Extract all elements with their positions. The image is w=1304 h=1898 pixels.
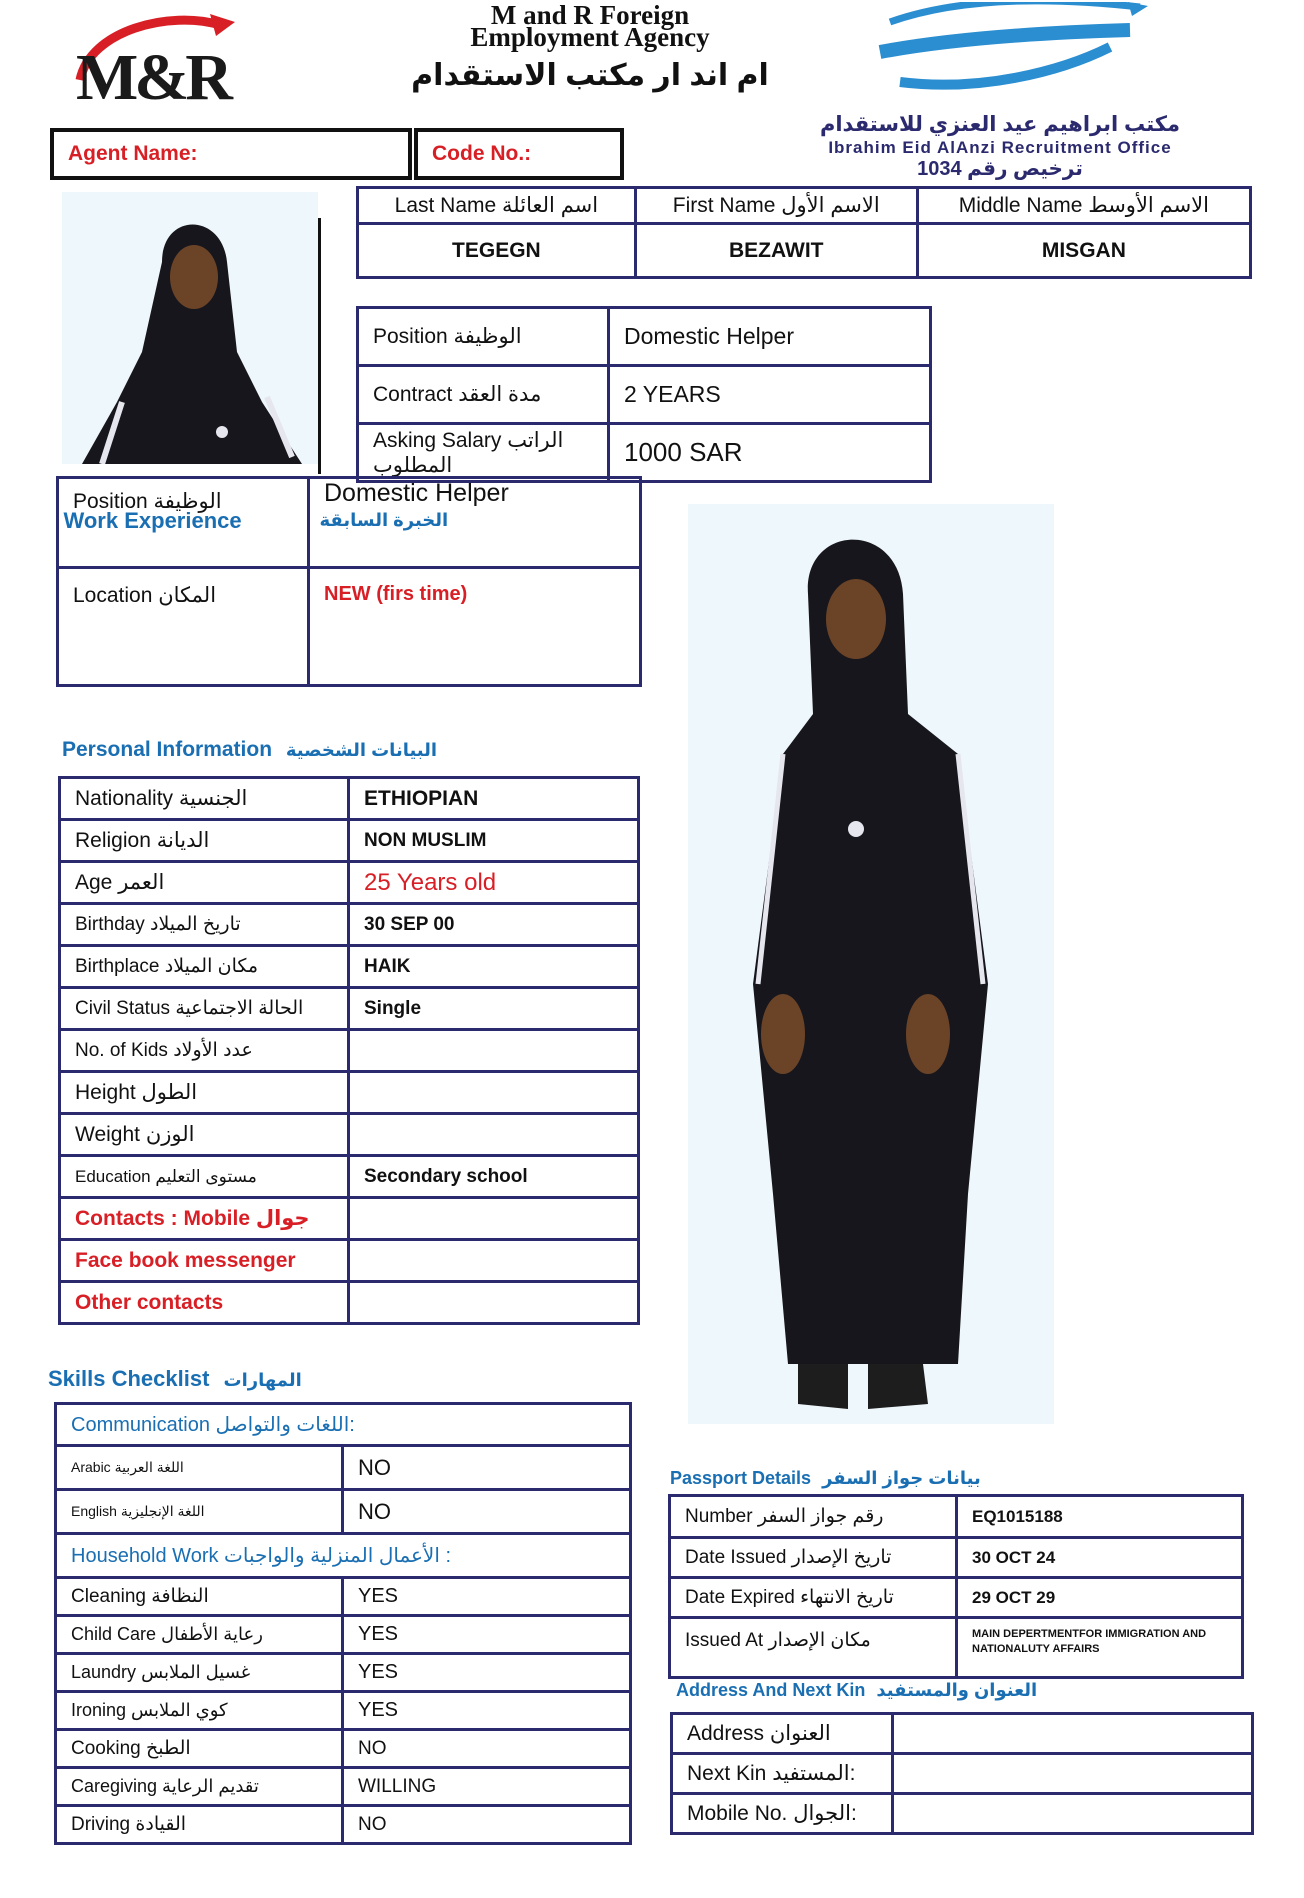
address-label: Address العنوان	[672, 1714, 893, 1754]
table-row	[60, 1072, 639, 1114]
skill-label: Cleaning النظافة	[56, 1578, 343, 1616]
passport-value: 30 OCT 24	[957, 1538, 1243, 1578]
candidate-photo-full	[688, 504, 1054, 1424]
personal-value	[349, 1282, 639, 1324]
kin-mobile-value	[893, 1794, 1253, 1834]
middle-name-value: MISGAN	[917, 224, 1250, 278]
table-row	[60, 1156, 639, 1198]
personal-label: Birthday تاريخ الميلاد	[60, 904, 349, 946]
agent-name-label: Agent Name:	[68, 142, 198, 165]
personal-value	[349, 1072, 639, 1114]
office-logo	[870, 2, 1150, 102]
address-value	[893, 1714, 1253, 1754]
passport-value: 29 OCT 29	[957, 1578, 1243, 1618]
personal-value: Single	[349, 988, 639, 1030]
photo-divider	[318, 218, 321, 474]
passport-title-ar: بيانات جواز السفر	[822, 1468, 981, 1488]
skill-label: Caregiving تقديم الرعاية	[56, 1768, 343, 1806]
personal-label: Civil Status الحالة الاجتماعية	[60, 988, 349, 1030]
middle-name-label: Middle Name الاسم الأوسط	[917, 188, 1250, 224]
personal-label: Religion الديانة	[60, 820, 349, 862]
office-name-ar: مكتب ابراهيم عيد العنزي للاستقدام	[819, 113, 1181, 136]
table-row	[60, 1030, 639, 1072]
skill-label: Ironing كوي الملابس	[56, 1692, 343, 1730]
address-title-ar: العنوان والمستفيد	[876, 1680, 1038, 1700]
table-row	[672, 1714, 1253, 1754]
personal-value: HAIK	[349, 946, 639, 988]
work-experience-title: Work Experience	[63, 507, 242, 533]
table-row	[56, 1578, 631, 1616]
personal-label: Height الطول	[60, 1072, 349, 1114]
household-label: Household Work الأعمال المنزلية والواجبات :	[56, 1534, 631, 1578]
passport-label: Number رقم جواز السفر	[670, 1496, 957, 1538]
table-row	[670, 1578, 1243, 1618]
skill-label: Laundry غسيل الملابس	[56, 1654, 343, 1692]
table-row	[60, 862, 639, 904]
table-row	[60, 946, 639, 988]
next-kin-value	[893, 1754, 1253, 1794]
first-name-value: BEZAWIT	[635, 224, 917, 278]
personal-value: 25 Years old	[349, 862, 639, 904]
position-value: Domestic Helper	[609, 308, 931, 366]
first-name-label: First Name الاسم الأول	[635, 188, 917, 224]
communication-label: Communication اللغات والتواصل:	[56, 1404, 631, 1446]
table-row	[56, 1616, 631, 1654]
personal-value: 30 SEP 00	[349, 904, 639, 946]
office-name-en: Ibrahim Eid AlAnzi Recruitment Office	[828, 138, 1172, 157]
table-row	[56, 1730, 631, 1768]
candidate-photo-small	[62, 192, 318, 464]
address-title-en: Address And Next Kin	[676, 1680, 866, 1700]
personal-value	[349, 1198, 639, 1240]
skill-value: YES	[343, 1654, 631, 1692]
skill-label: Child Care رعاية الأطفال	[56, 1616, 343, 1654]
address-title	[676, 1680, 1037, 1701]
contract-value: 2 YEARS	[609, 366, 931, 424]
skills-title-en: Skills Checklist	[48, 1366, 210, 1391]
personal-value: ETHIOPIAN	[349, 778, 639, 820]
agency-name-en-line2: Employment Agency	[470, 22, 710, 52]
skill-value: NO	[343, 1730, 631, 1768]
passport-table	[668, 1494, 1244, 1679]
code-no-box	[414, 128, 624, 180]
next-kin-label: Next Kin المستفيد:	[672, 1754, 893, 1794]
table-row	[60, 904, 639, 946]
skill-value: NO	[343, 1490, 631, 1534]
skill-label: Driving القيادة	[56, 1806, 343, 1844]
last-name-label: Last Name اسم العائلة	[358, 188, 636, 224]
table-row	[670, 1618, 1243, 1678]
personal-label: Birthplace مكان الميلاد	[60, 946, 349, 988]
personal-value	[349, 1114, 639, 1156]
table-row	[60, 820, 639, 862]
personal-info-title	[62, 738, 437, 762]
table-row	[56, 1806, 631, 1844]
exp-location-value: NEW (firs time)	[309, 568, 641, 686]
logo-text: M&R	[76, 41, 229, 114]
agency-logo	[70, 10, 260, 114]
office-license: ترخيص رقم 1034	[917, 158, 1083, 180]
skill-value: YES	[343, 1616, 631, 1654]
table-row	[60, 778, 639, 820]
skills-title-ar: المهارات	[223, 1370, 302, 1390]
personal-info-title-ar: البيانات الشخصية	[285, 740, 438, 760]
table-row	[60, 1240, 639, 1282]
skills-table	[54, 1402, 632, 1845]
contract-label: Contract مدة العقد	[358, 366, 609, 424]
personal-info-title-en: Personal Information	[62, 738, 273, 761]
skill-label: Arabic اللغة العربية	[56, 1446, 343, 1490]
table-row	[56, 1654, 631, 1692]
skill-value: WILLING	[343, 1768, 631, 1806]
table-row	[60, 1282, 639, 1324]
personal-label: Face book messenger	[60, 1240, 349, 1282]
table-row	[672, 1754, 1253, 1794]
job-table	[356, 306, 932, 483]
personal-label: No. of Kids عدد الأولاد	[60, 1030, 349, 1072]
experience-table	[56, 476, 642, 687]
passport-value: EQ1015188	[957, 1496, 1243, 1538]
table-row	[56, 1404, 631, 1446]
work-experience-title-ar: الخبرة السابقة	[319, 509, 449, 530]
table-row	[56, 1534, 631, 1578]
passport-value: MAIN DEPERTMENTFOR IMMIGRATION AND NATIONALUTY AFFAIRS	[957, 1618, 1243, 1678]
passport-label: Date Issued تاريخ الإصدار	[670, 1538, 957, 1578]
table-row	[60, 1198, 639, 1240]
personal-label: Nationality الجنسية	[60, 778, 349, 820]
personal-label: Other contacts	[60, 1282, 349, 1324]
personal-label: Age العمر	[60, 862, 349, 904]
agent-name-box	[50, 128, 412, 180]
table-row	[56, 1692, 631, 1730]
agency-name-ar: ام اند ار مكتب الاستقدام	[411, 59, 769, 92]
skill-value: YES	[343, 1578, 631, 1616]
skill-value: NO	[343, 1806, 631, 1844]
address-table	[670, 1712, 1254, 1835]
personal-label: Contacts : Mobile جوال	[60, 1198, 349, 1240]
skills-title	[48, 1366, 302, 1392]
agency-name-en-line1: M and R Foreign	[490, 0, 690, 30]
personal-value: NON MUSLIM	[349, 820, 639, 862]
name-table	[356, 186, 1252, 279]
exp-location-label: Location المكان	[58, 568, 309, 686]
table-row	[60, 1114, 639, 1156]
salary-value: 1000 SAR	[609, 424, 931, 482]
passport-label: Issued At مكان الإصدار	[670, 1618, 957, 1678]
kin-mobile-label: Mobile No. الجوال:	[672, 1794, 893, 1834]
skill-value: NO	[343, 1446, 631, 1490]
passport-label: Date Expired تاريخ الانتهاء	[670, 1578, 957, 1618]
last-name-value: TEGEGN	[358, 224, 636, 278]
personal-value	[349, 1030, 639, 1072]
passport-title-en: Passport Details	[670, 1468, 812, 1488]
skill-value: YES	[343, 1692, 631, 1730]
passport-title	[670, 1468, 981, 1489]
exp-position-label: Position الوظيفة	[73, 490, 222, 513]
code-no-label: Code No.:	[432, 142, 532, 165]
skill-label: Cooking الطبخ	[56, 1730, 343, 1768]
table-row	[56, 1446, 631, 1490]
personal-label: Weight الوزن	[60, 1114, 349, 1156]
table-row	[60, 988, 639, 1030]
table-row	[670, 1496, 1243, 1538]
table-row	[56, 1768, 631, 1806]
position-label: Position الوظيفة	[358, 308, 609, 366]
personal-value: Secondary school	[349, 1156, 639, 1198]
table-row	[672, 1794, 1253, 1834]
personal-info-table	[58, 776, 640, 1325]
skill-label: English اللغة الإنجليزية	[56, 1490, 343, 1534]
table-row	[56, 1490, 631, 1534]
exp-position-value: Domestic Helper	[309, 478, 641, 568]
personal-label: Education مستوى التعليم	[60, 1156, 349, 1198]
table-row	[670, 1538, 1243, 1578]
salary-label: Asking Salary الراتب المطلوب	[358, 424, 609, 482]
personal-value	[349, 1240, 639, 1282]
